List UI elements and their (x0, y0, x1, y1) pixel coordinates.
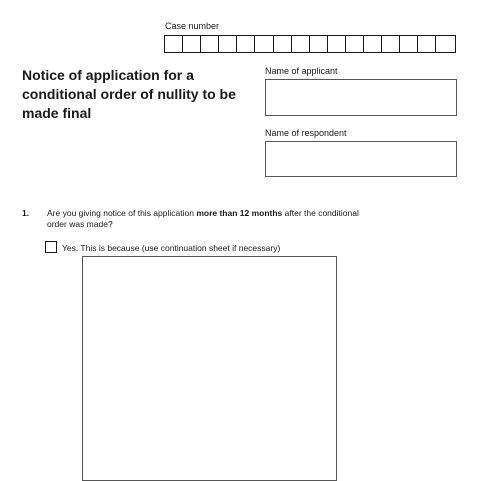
case-number-char-box[interactable] (310, 36, 328, 52)
form-title: Notice of application for a conditional order of nullity to be made final (22, 67, 236, 121)
applicant-name-label: Name of applicant (265, 66, 338, 76)
case-number-char-box[interactable] (201, 36, 219, 52)
case-number-char-box[interactable] (418, 36, 436, 52)
case-number-field[interactable] (164, 35, 456, 53)
yes-option-label: Yes. This is because (use continuation sheet if necessary) (62, 243, 281, 253)
case-number-char-box[interactable] (292, 36, 310, 52)
applicant-name-field[interactable] (265, 79, 457, 116)
question-1-text-end: after the conditional order was made? (47, 208, 359, 229)
question-1-text-start: Are you giving notice of this application (47, 208, 197, 218)
case-number-char-box[interactable] (255, 36, 273, 52)
question-1-number: 1. (22, 208, 30, 218)
yes-checkbox[interactable] (45, 241, 57, 253)
case-number-char-box[interactable] (165, 36, 183, 52)
case-number-char-box[interactable] (219, 36, 237, 52)
case-number-char-box[interactable] (364, 36, 382, 52)
case-number-char-box[interactable] (328, 36, 346, 52)
case-number-char-box[interactable] (436, 36, 454, 52)
case-number-char-box[interactable] (183, 36, 201, 52)
case-number-char-box[interactable] (400, 36, 418, 52)
case-number-char-box[interactable] (346, 36, 364, 52)
reason-text-field[interactable] (82, 256, 337, 481)
case-number-label: Case number (165, 21, 220, 31)
respondent-name-field[interactable] (265, 141, 457, 177)
case-number-char-box[interactable] (237, 36, 255, 52)
case-number-char-box[interactable] (382, 36, 400, 52)
case-number-char-box[interactable] (274, 36, 292, 52)
question-1-text (47, 208, 377, 230)
question-1-text-emphasis: more than 12 months (196, 208, 283, 218)
respondent-name-label: Name of respondent (265, 128, 347, 138)
